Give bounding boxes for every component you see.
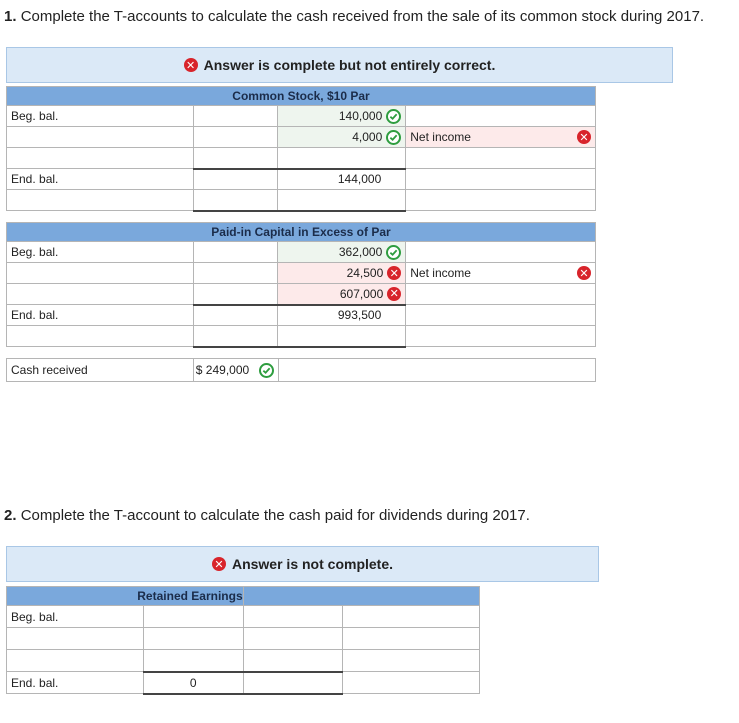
paid-in-label-2[interactable] [7,263,194,284]
common-stock-end-desc [406,169,596,190]
retained-label-2[interactable] [7,628,144,650]
retained-debit-input-3[interactable] [143,650,243,672]
paid-in-beg-value-cell[interactable] [278,242,406,263]
common-stock-credit-input-3[interactable] [278,148,406,169]
spacer-row [7,326,194,347]
paid-in-end-value: 993,500 [337,308,382,323]
paid-in-entry3-value: 607,000 [339,286,384,301]
spacer-cell [193,326,278,347]
incorrect-icon: ✕ [577,266,591,280]
spacer-cell [278,190,406,211]
common-stock-end-value-cell[interactable] [278,169,406,190]
t-account-retained-earnings [6,586,480,695]
answer-status-banner-2 [6,546,599,582]
common-stock-entry2-cell[interactable] [278,127,406,148]
spacer-row [7,190,194,211]
common-stock-label-2[interactable] [7,127,194,148]
paid-in-end-desc [406,305,596,326]
retained-credit-desc-2[interactable] [343,628,480,650]
cash-received-value: 249,000 [205,363,250,377]
cash-received-status-cell [278,359,595,382]
common-stock-end-value: 144,000 [337,172,382,187]
t-account-common-stock [6,86,596,212]
retained-credit-input-2[interactable] [243,628,343,650]
common-stock-debit-input-1[interactable] [193,106,278,127]
banner-2-text: Answer is not complete. [231,556,394,572]
retained-label-3[interactable] [7,650,144,672]
question-2-text: Complete the T-account to calculate the cash paid for dividends during 2017. [20,507,530,524]
incorrect-icon: ✕ [212,557,226,571]
common-stock-debit-input-3[interactable] [193,148,278,169]
question-2-number: 2. [4,507,17,524]
common-stock-label-3[interactable] [7,148,194,169]
common-stock-title: Common Stock, $10 Par [7,87,596,106]
incorrect-icon: ✕ [387,266,401,280]
retained-end-value[interactable]: 0 [143,672,243,694]
question-1-number: 1. [4,8,17,25]
paid-in-end-label: End. bal. [7,305,194,326]
t-account-paid-in-capital [6,222,596,348]
spacer-cell [193,190,278,211]
common-stock-credit-desc-3[interactable] [406,148,596,169]
retained-credit-desc-1[interactable] [343,606,480,628]
correct-check-icon [386,245,401,260]
retained-end-desc [343,672,480,694]
paid-in-entry2-desc-cell[interactable] [406,263,596,284]
spacer-cell [406,190,596,211]
retained-credit-desc-3[interactable] [343,650,480,672]
question-2 [4,507,530,524]
retained-credit-input-1[interactable] [243,606,343,628]
currency-symbol: $ [195,363,203,377]
incorrect-icon: ✕ [577,130,591,144]
incorrect-icon: ✕ [387,287,401,301]
paid-in-title: Paid-in Capital in Excess of Par [7,223,596,242]
common-stock-beg-value: 140,000 [338,109,383,123]
common-stock-end-label: End. bal. [7,169,194,190]
banner-1-text: Answer is complete but not entirely correct. [203,57,496,73]
paid-in-beg-value: 362,000 [338,245,383,259]
paid-in-entry2-value: 24,500 [346,266,384,280]
retained-credit-input-3[interactable] [243,650,343,672]
common-stock-end-debit[interactable] [193,169,278,190]
paid-in-debit-input-1[interactable] [193,242,278,263]
paid-in-entry3-cell[interactable] [278,284,406,305]
retained-debit-input-1[interactable] [143,606,243,628]
paid-in-credit-desc-1[interactable] [406,242,596,263]
common-stock-debit-input-2[interactable] [193,127,278,148]
paid-in-entry2-desc: Net income [410,266,471,280]
common-stock-beg-value-cell[interactable] [278,106,406,127]
question-1 [4,8,704,25]
cash-received-label: Cash received [7,359,194,382]
spacer-cell [406,326,596,347]
retained-end-label: End. bal. [7,672,144,694]
common-stock-beg-label: Beg. bal. [7,106,194,127]
paid-in-label-3[interactable] [7,284,194,305]
paid-in-debit-input-2[interactable] [193,263,278,284]
correct-check-icon [386,130,401,145]
retained-end-credit[interactable] [243,672,343,694]
incorrect-icon: ✕ [184,58,198,72]
retained-beg-label: Beg. bal. [7,606,144,628]
common-stock-entry2-desc-cell[interactable] [406,127,596,148]
correct-check-icon [386,109,401,124]
question-1-text: Complete the T-accounts to calculate the cash received from the sale of its common stock during 2017. [20,8,705,25]
retained-title-text: Retained Earnings [137,589,243,603]
retained-debit-input-2[interactable] [143,628,243,650]
paid-in-credit-desc-3[interactable] [406,284,596,305]
paid-in-entry2-cell[interactable] [278,263,406,284]
paid-in-end-debit[interactable] [193,305,278,326]
paid-in-end-value-cell[interactable] [278,305,406,326]
paid-in-beg-label: Beg. bal. [7,242,194,263]
common-stock-entry2-desc: Net income [410,130,471,144]
correct-check-icon [259,363,274,378]
cash-received-table [6,358,596,382]
retained-title-right [243,587,479,606]
common-stock-entry2-value: 4,000 [352,130,383,144]
common-stock-credit-desc-1[interactable] [406,106,596,127]
retained-title [7,587,244,606]
answer-status-banner-1 [6,47,673,83]
paid-in-debit-input-3[interactable] [193,284,278,305]
spacer-cell [278,326,406,347]
